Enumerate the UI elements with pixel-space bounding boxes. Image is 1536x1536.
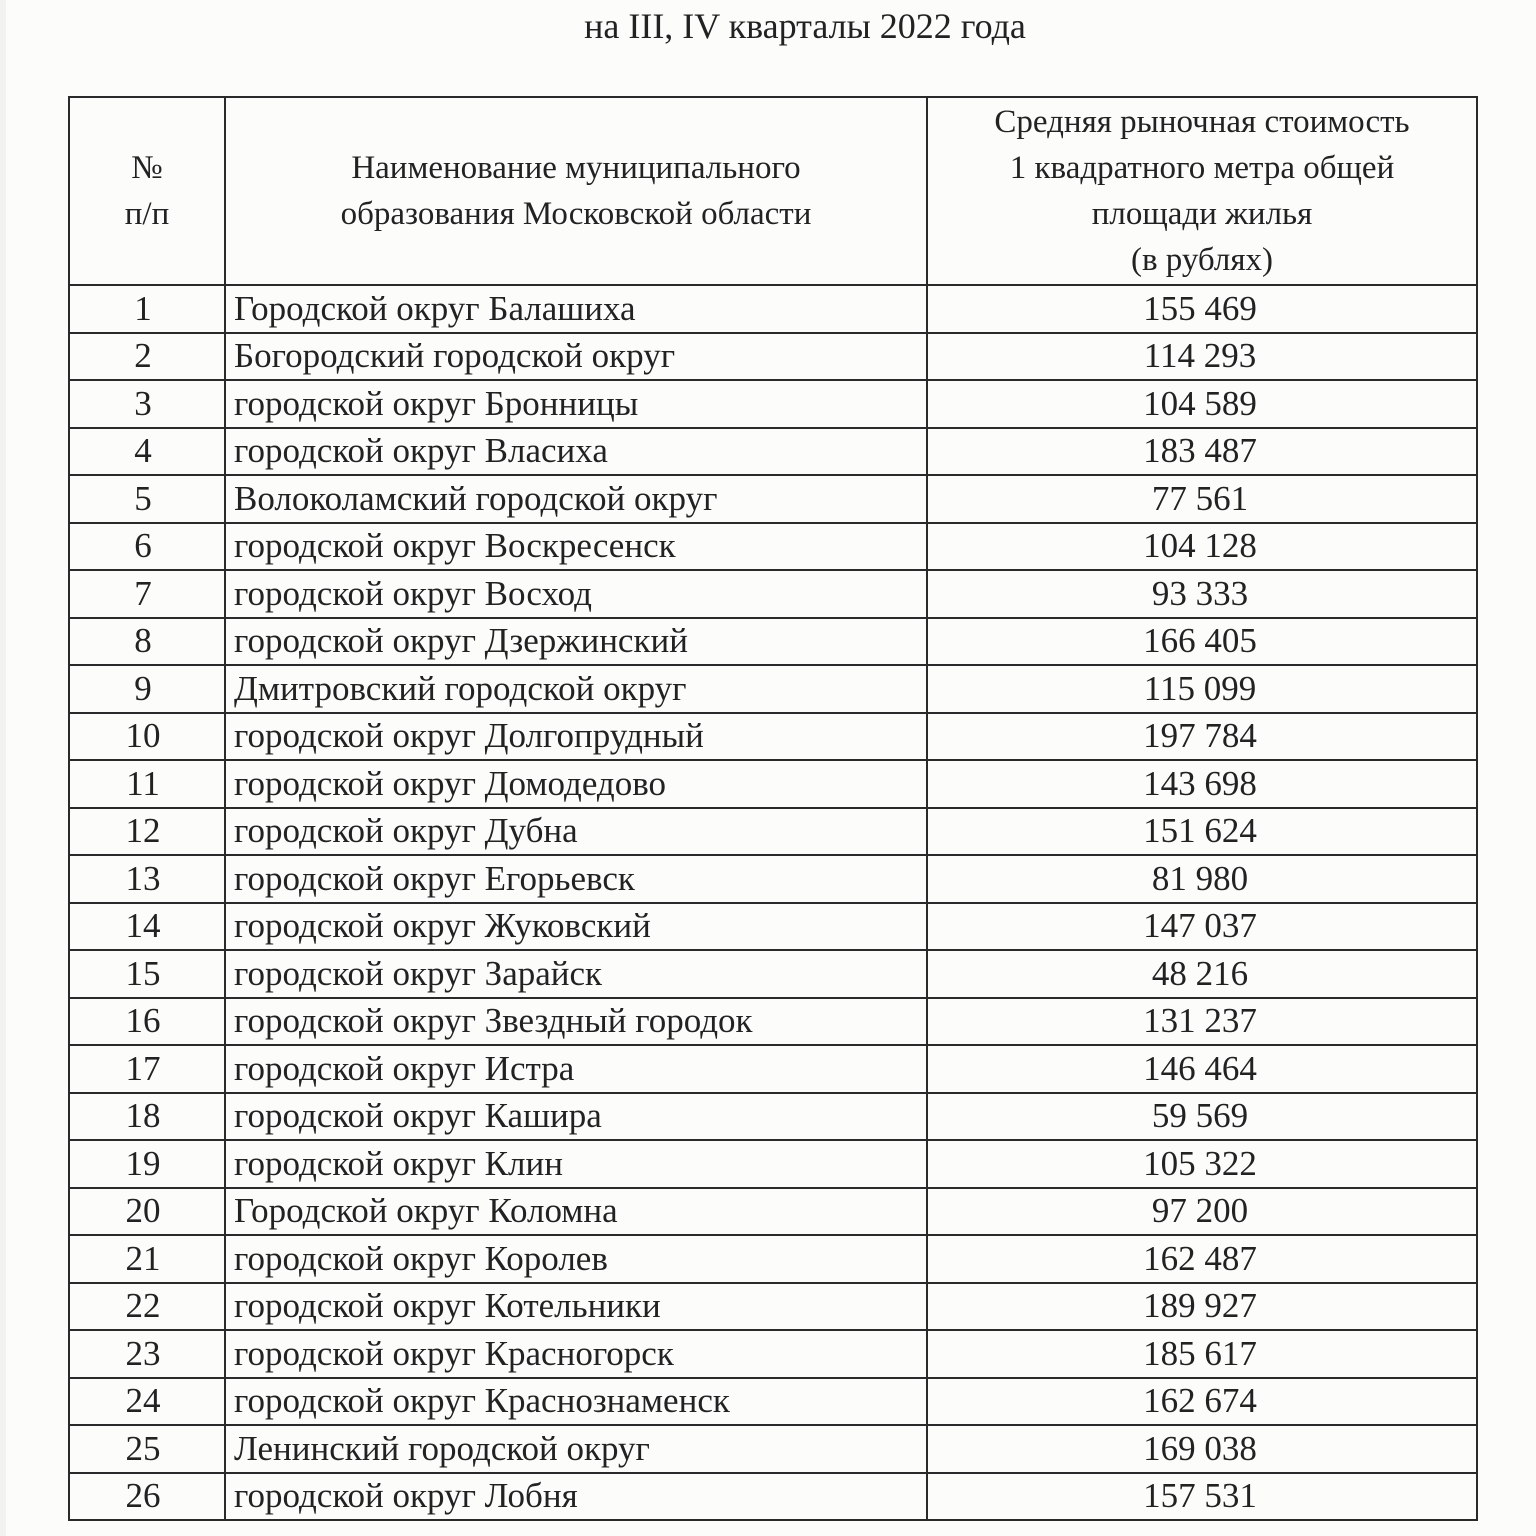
price-value: 131 237 [927,998,1477,1046]
price-value: 183 487 [927,428,1477,476]
row-number: 17 [69,1045,225,1093]
row-number: 16 [69,998,225,1046]
price-value: 197 784 [927,713,1477,761]
price-value: 59 569 [927,1093,1477,1141]
municipality-name: городской округ Восход [225,570,927,618]
table-row [69,428,1477,476]
price-value: 81 980 [927,855,1477,903]
municipality-name: городской округ Звездный городок [225,998,927,1046]
price-table [68,96,1478,1521]
price-value: 115 099 [927,665,1477,713]
table-row [69,1473,1477,1521]
row-number: 3 [69,380,225,428]
price-value: 97 200 [927,1188,1477,1236]
municipality-name: городской округ Истра [225,1045,927,1093]
header-num [69,97,225,285]
row-number: 19 [69,1140,225,1188]
municipality-name: городской округ Красногорск [225,1330,927,1378]
price-value: 162 487 [927,1235,1477,1283]
row-number: 4 [69,428,225,476]
municipality-name: городской округ Власиха [225,428,927,476]
table-row [69,475,1477,523]
price-value: 146 464 [927,1045,1477,1093]
row-number: 1 [69,285,225,333]
municipality-name: Городской округ Коломна [225,1188,927,1236]
header-num-line: п/п [124,196,170,232]
row-number: 23 [69,1330,225,1378]
table-row [69,1378,1477,1426]
row-number: 14 [69,903,225,951]
municipality-name: городской округ Королев [225,1235,927,1283]
row-number: 21 [69,1235,225,1283]
row-number: 26 [69,1473,225,1521]
table-row [69,1140,1477,1188]
table-row [69,760,1477,808]
municipality-name: городской округ Зарайск [225,950,927,998]
price-value: 189 927 [927,1283,1477,1331]
header-value-line: (в рублях) [1130,242,1274,278]
price-value: 169 038 [927,1425,1477,1473]
row-number: 20 [69,1188,225,1236]
row-number: 18 [69,1093,225,1141]
municipality-name: городской округ Воскресенск [225,523,927,571]
municipality-name: городской округ Кашира [225,1093,927,1141]
header-value-line: площади жилья [1091,196,1313,232]
header-name-line: Наименование муниципального [351,150,801,186]
row-number: 11 [69,760,225,808]
scan-edge [0,0,6,1536]
header-row [69,97,1477,285]
price-value: 105 322 [927,1140,1477,1188]
row-number: 7 [69,570,225,618]
price-value: 93 333 [927,570,1477,618]
header-value-line: Средняя рыночная стоимость [994,104,1410,140]
price-value: 166 405 [927,618,1477,666]
header-value-line: 1 квадратного метра общей [1009,150,1395,186]
table-row [69,1188,1477,1236]
header-name-line: образования Московской области [340,196,812,232]
row-number: 15 [69,950,225,998]
price-table-container [68,96,1476,1521]
row-number: 13 [69,855,225,903]
table-row [69,333,1477,381]
table-row [69,285,1477,333]
row-number: 2 [69,333,225,381]
row-number: 12 [69,808,225,856]
row-number: 22 [69,1283,225,1331]
table-row [69,380,1477,428]
price-value: 104 128 [927,523,1477,571]
table-header [69,97,1477,285]
row-number: 10 [69,713,225,761]
price-value: 157 531 [927,1473,1477,1521]
price-value: 151 624 [927,808,1477,856]
table-row [69,713,1477,761]
municipality-name: городской округ Лобня [225,1473,927,1521]
header-num-line: № [131,150,163,186]
price-value: 77 561 [927,475,1477,523]
price-value: 48 216 [927,950,1477,998]
municipality-name: городской округ Котельники [225,1283,927,1331]
header-value [927,97,1477,285]
table-row [69,998,1477,1046]
price-value: 143 698 [927,760,1477,808]
municipality-name: городской округ Домодедово [225,760,927,808]
table-row [69,523,1477,571]
municipality-name: городской округ Долгопрудный [225,713,927,761]
row-number: 9 [69,665,225,713]
municipality-name: городской округ Егорьевск [225,855,927,903]
table-row [69,855,1477,903]
table-row [69,1045,1477,1093]
table-row [69,808,1477,856]
row-number: 5 [69,475,225,523]
document-subtitle: на III, IV кварталы 2022 года [584,6,1026,46]
table-row [69,1093,1477,1141]
municipality-name: Ленинский городской округ [225,1425,927,1473]
header-name [225,97,927,285]
municipality-name: городской округ Бронницы [225,380,927,428]
table-row [69,1235,1477,1283]
table-row [69,1330,1477,1378]
municipality-name: городской округ Дубна [225,808,927,856]
row-number: 8 [69,618,225,666]
table-row [69,665,1477,713]
municipality-name: Городской округ Балашиха [225,285,927,333]
table-row [69,570,1477,618]
price-value: 114 293 [927,333,1477,381]
table-row [69,903,1477,951]
table-row [69,618,1477,666]
municipality-name: городской округ Краснознаменск [225,1378,927,1426]
price-value: 185 617 [927,1330,1477,1378]
table-row [69,1283,1477,1331]
row-number: 25 [69,1425,225,1473]
municipality-name: городской округ Жуковский [225,903,927,951]
price-value: 155 469 [927,285,1477,333]
table-body [69,285,1477,1520]
row-number: 24 [69,1378,225,1426]
table-row [69,950,1477,998]
municipality-name: Дмитровский городской округ [225,665,927,713]
municipality-name: городской округ Клин [225,1140,927,1188]
municipality-name: Волоколамский городской округ [225,475,927,523]
table-row [69,1425,1477,1473]
row-number: 6 [69,523,225,571]
price-value: 104 589 [927,380,1477,428]
municipality-name: городской округ Дзержинский [225,618,927,666]
price-value: 162 674 [927,1378,1477,1426]
price-value: 147 037 [927,903,1477,951]
municipality-name: Богородский городской округ [225,333,927,381]
